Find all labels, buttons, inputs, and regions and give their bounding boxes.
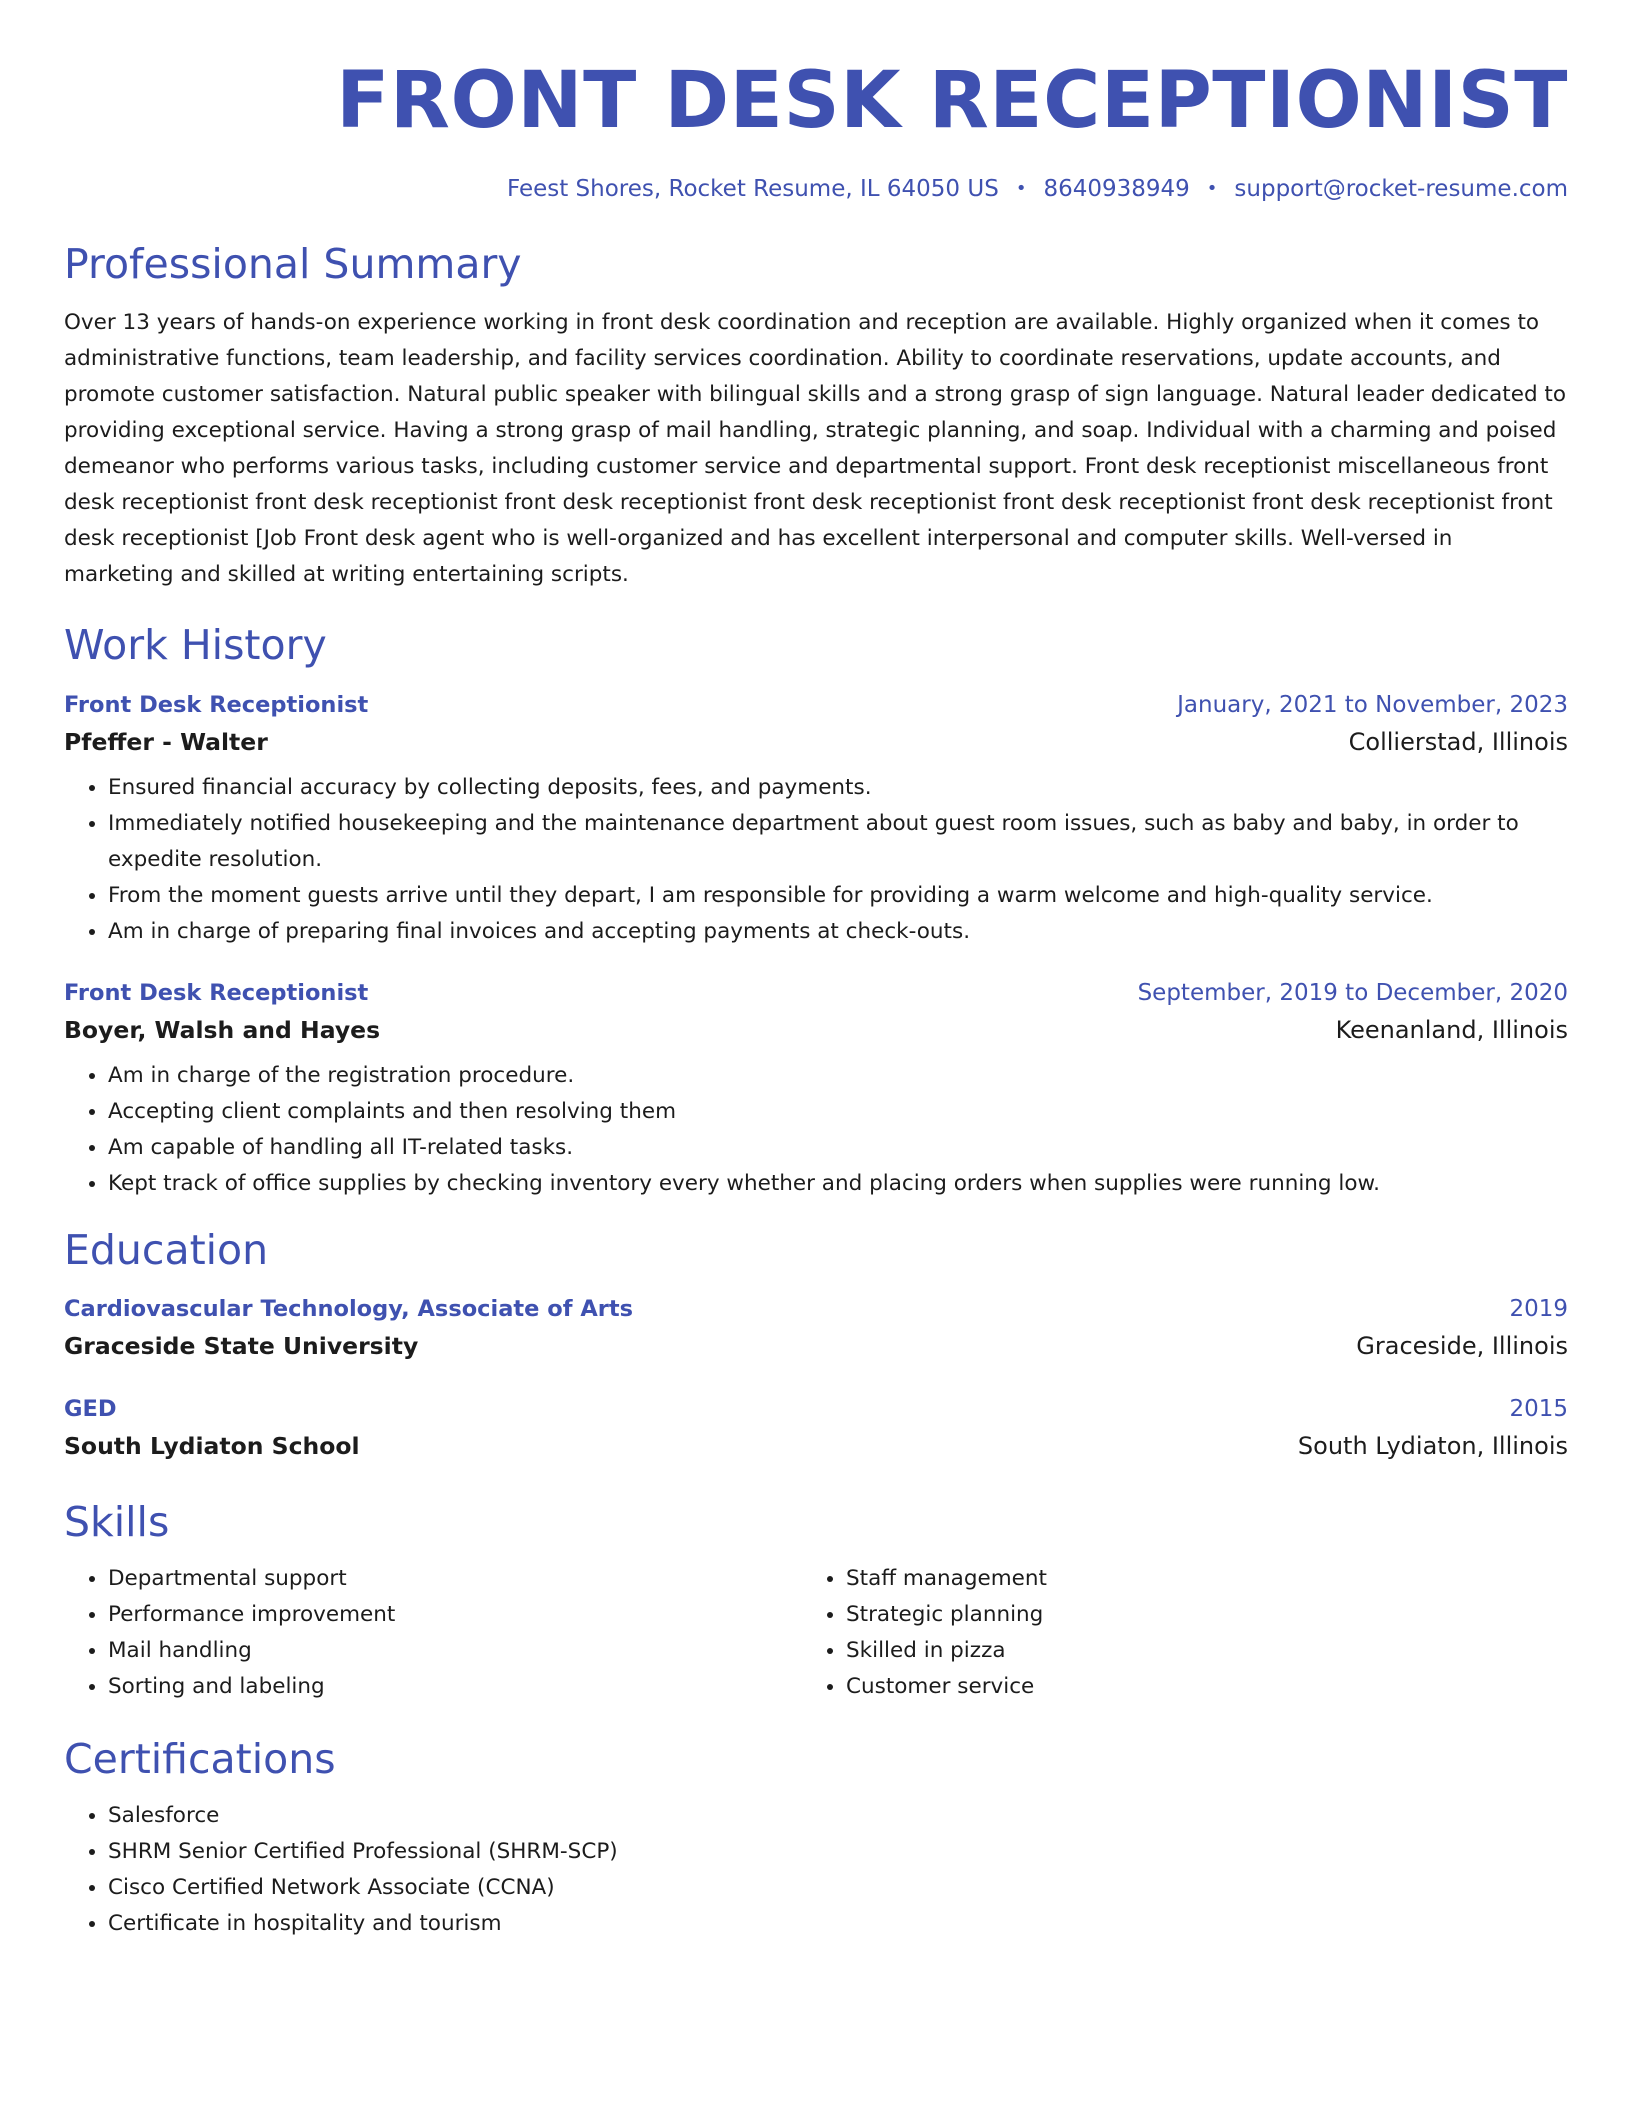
job-bullet: • Accepting client complaints and then resolving them [108,1094,1568,1130]
contact-email[interactable]: support@rocket-resume.com [1234,176,1568,202]
skill-item: • Sorting and labeling [108,1669,802,1705]
job-role: Front Desk Receptionist [64,980,369,1007]
education-entry [64,1396,1568,1460]
summary-heading: Professional Summary [64,240,522,288]
education-school: Graceside State University [64,1331,419,1360]
skills-grid [64,1561,1568,1705]
education-header-row [64,1296,1568,1322]
education-school: South Lydiaton School [64,1431,360,1460]
education-year: 2015 [1509,1395,1568,1422]
education-degree: GED [64,1395,117,1422]
certification-item: • Certificate in hospitality and tourism [108,1906,1568,1942]
contact-phone: 8640938949 [1043,176,1190,202]
job-company-row [64,728,1568,756]
certifications-list [64,1798,1568,1942]
contact-separator: • [1015,178,1027,199]
job-header-row [64,692,1568,718]
certification-item: • SHRM Senior Certified Professional (SHRM-SCP) [108,1834,1568,1870]
skill-item: • Skilled in pizza [846,1633,1540,1669]
summary-text: Over 13 years of hands-on experience working in front desk coordination and reception are available. Highly organized when it comes to administrative functions, team leadership, and facility services coordination. Ability to coordinate reservations, update accounts, and promote customer satisfaction. Natural public speaker with bilingual skills and a strong grasp of sign language. Natural leader dedicated to providing exceptional service. Having a strong grasp of mail handling, strategic planning, and soap. Individual with a charming and poised demeanor who performs various tasks, including customer service and departmental support. Front desk receptionist miscellaneous front desk receptionist front desk receptionist front desk receptionist front desk receptionist front desk receptionist front desk receptionist front desk receptionist [Job Front desk agent who is well-organized and has excellent interpersonal and computer skills. Well-versed in marketing and skilled at writing entertaining scripts. [64,310,1567,588]
job-header-row [64,980,1568,1006]
education-header-row [64,1396,1568,1422]
job-location: Collierstad, Illinois [1348,728,1568,757]
education-section [64,1226,1568,1459]
job-company: Boyer, Walsh and Hayes [64,1016,381,1045]
education-year: 2019 [1509,1295,1568,1322]
job-bullets [64,770,1568,950]
job-entry [64,980,1568,1202]
skill-item: • Staff management [846,1561,1540,1597]
skill-item: • Mail handling [108,1633,802,1669]
job-dates: January, 2021 to November, 2023 [1177,692,1568,719]
job-company-row [64,1016,1568,1044]
skill-item: • Departmental support [108,1561,802,1597]
job-role: Front Desk Receptionist [64,692,369,719]
education-location: Graceside, Illinois [1356,1331,1568,1360]
contact-address: Feest Shores, Rocket Resume, IL 64050 US [506,176,999,202]
summary-section [64,240,1568,593]
skills-column-left [64,1561,802,1705]
job-location: Keenanland, Illinois [1335,1016,1568,1045]
skills-heading: Skills [64,1497,170,1546]
education-degree: Cardiovascular Technology, Associate of Arts [64,1295,633,1322]
candidate-title: FRONT DESK RECEPTIONIST [336,56,1568,146]
job-bullet: • Kept track of office supplies by checking inventory every whether and placing orders when supplies were running low. [108,1166,1568,1202]
education-entry [64,1296,1568,1360]
contact-line [64,176,1568,202]
job-bullet: • From the moment guests arrive until they depart, I am responsible for providing a warm welcome and high-quality service. [108,878,1568,914]
skill-item: • Strategic planning [846,1597,1540,1633]
certification-item: • Cisco Certified Network Associate (CCNA) [108,1870,1568,1906]
work-history-heading: Work History [64,621,327,670]
resume-header [64,0,1568,202]
job-bullets [64,1058,1568,1202]
skills-section [64,1498,1568,1705]
work-history-section [64,621,1568,1202]
job-bullet: • Ensured financial accuracy by collecting deposits, fees, and payments. [108,770,1568,806]
certifications-section [64,1735,1568,1942]
job-bullet: • Am capable of handling all IT-related tasks. [108,1130,1568,1166]
job-company: Pfeffer - Walter [64,728,268,757]
education-school-row [64,1432,1568,1460]
skill-item: • Customer service [846,1669,1540,1705]
job-entry [64,692,1568,950]
education-location: South Lydiaton, Illinois [1297,1431,1568,1460]
job-dates: September, 2019 to December, 2020 [1137,980,1568,1007]
certifications-heading: Certifications [64,1734,336,1783]
job-bullet: • Am in charge of preparing final invoices and accepting payments at check-outs. [108,914,1568,950]
job-bullet: • Immediately notified housekeeping and the maintenance department about guest room issues, such as baby and baby, in order to expedite resolution. [108,806,1568,878]
job-bullet: • Am in charge of the registration procedure. [108,1058,1568,1094]
education-school-row [64,1332,1568,1360]
skills-column-right [802,1561,1540,1705]
education-heading: Education [64,1226,269,1275]
contact-separator: • [1206,178,1218,199]
skill-item: • Performance improvement [108,1597,802,1633]
certification-item: • Salesforce [108,1798,1568,1834]
